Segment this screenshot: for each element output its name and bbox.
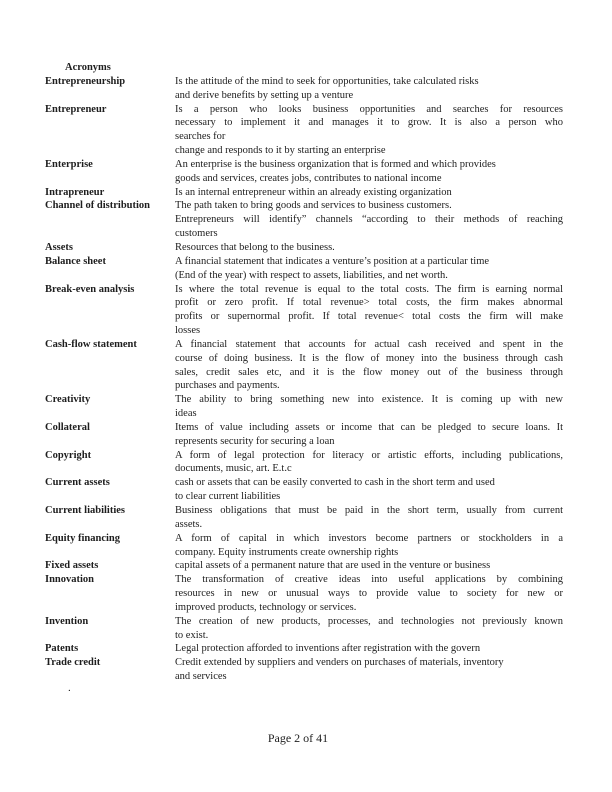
glossary-row [45,656,567,684]
term-label: Equity financing [45,532,120,544]
glossary-row [45,255,567,283]
page-number: Page 2 of 41 [267,731,329,745]
term-label: Trade credit [45,657,101,669]
definition [175,573,563,615]
definition-line: customers [175,228,218,240]
definition-line: A financial statement that accounts for actual cash received and spent in the [175,338,563,350]
definition [175,393,563,421]
glossary-row [45,421,567,449]
term-label: Creativity [45,394,91,406]
term-label: Channel of distribution [45,200,151,212]
definition-line: Is a person who looks business opportunities and searches for resources [175,103,563,115]
definition [175,656,563,684]
definition [175,338,563,393]
definition-line: and services [175,671,227,683]
term-label: Break-even analysis [45,283,135,295]
definition [175,476,563,504]
definition-line: capital assets of a permanent nature that are used in the venture or business [175,560,491,572]
glossary-row [45,103,567,158]
definition-line: searches for [175,131,226,143]
glossary-row [45,199,567,241]
definition [175,255,563,283]
definition-line: A form of capital in which investors become partners or stockholders in a [175,532,563,544]
definition-line: profits or supernormal profit. If total revenue< total costs the firm will make [175,311,563,323]
definition-line: goods and services, creates jobs, contributes to national income [175,172,442,184]
definition-line: Legal protection afforded to inventions after registration with the govern [175,643,481,655]
definition-line: sales, credit sales etc, and it is the flow money out of the business through [175,366,563,378]
glossary-row [45,338,567,393]
definition-line: losses [175,325,201,337]
definition [175,559,563,573]
glossary-row [45,559,567,573]
glossary-row [45,393,567,421]
definition [175,186,563,200]
definition-line: Credit extended by suppliers and venders on purchases of materials, inventory [175,657,504,669]
definition-line: assets. [175,518,203,530]
definition-line: Entrepreneurs will identify” channels “according to their methods of reaching [175,214,563,226]
definition-line: course of doing business. It is the flow of money into the business through cash [175,352,563,364]
glossary-row [45,186,567,200]
term-label: Assets [45,241,73,253]
definition-line: (End of the year) with respect to assets, liabilities, and net worth. [175,269,448,281]
definition [175,532,563,560]
glossary-row [45,573,567,615]
term-label: Innovation [45,574,95,586]
definition [175,103,563,158]
term-label: Current assets [45,477,110,489]
definition-line: Business obligations that must be paid in the short term, usually from current [175,505,563,516]
definition-line: profit or zero profit. If total revenue> total costs, the firm makes abnormal [175,297,563,309]
glossary-row [45,476,567,504]
term-label: Entrepreneurship [45,75,126,87]
definition [175,615,563,643]
definition-line: to exist. [175,629,209,641]
definition [175,421,563,449]
definition [175,449,563,477]
definition-line: change and responds to it by starting an enterprise [175,145,386,157]
definition-line: Is the attitude of the mind to seek for opportunities, take calculated risks [175,75,479,87]
definition-line: and derive benefits by setting up a venture [175,89,354,101]
definition-line: Items of value including assets or income that can be pledged to secure loans. It [175,421,563,433]
term-label: Cash-flow statement [45,338,137,350]
term-label: Intrapreneur [45,186,105,198]
definition-line: A financial statement that indicates a venture’s position at a particular time [175,255,490,267]
definition [175,241,563,255]
glossary-row [45,504,567,532]
definition-line: represents security for securing a loan [175,435,335,447]
definition-line: company. Equity instruments create ownership rights [175,546,399,558]
glossary-row [45,241,567,255]
glossary-row [45,283,567,338]
term-label: Enterprise [45,158,93,170]
definition-line: The creation of new products, processes, and technologies not previously known [175,615,563,627]
term-label: Invention [45,615,89,627]
term-label: Balance sheet [45,255,106,267]
glossary-row [45,532,567,560]
definition-line: resources in new or unusual ways to provide value to society for new or [175,588,563,600]
glossary [45,75,567,684]
definition-line: A form of legal protection for literacy or artistic efforts, including publications, [175,449,563,461]
term-label: Copyright [45,449,92,461]
definition-line: The ability to bring something new into existence. It is coming up with new [175,394,563,406]
definition-line: necessary to implement it and manages it to grow. It is also a person who [175,117,563,129]
definition-line: The path taken to bring goods and services to business customers. [175,200,452,212]
stray-period: . [68,682,71,694]
definition-line: Resources that belong to the business. [175,241,335,253]
definition-line: to clear current liabilities [175,491,281,503]
definition-line: The transformation of creative ideas into useful applications by combining [175,574,563,586]
term-label: Patents [45,643,79,655]
definition-line: improved products, technology or services. [175,601,357,613]
definition-line: Is an internal entrepreneur within an already existing organization [175,186,452,198]
term-label: Collateral [45,421,90,433]
glossary-row [45,158,567,186]
term-label: Current liabilities [45,505,126,516]
term-label: Entrepreneur [45,103,107,115]
definition-line: ideas [175,408,197,420]
definition-line: An enterprise is the business organization that is formed and which provides [175,158,496,170]
definition [175,642,563,656]
definition-line: Is where the total revenue is equal to the total costs. The firm is earning normal [175,283,563,295]
acronyms-heading: Acronyms [65,62,111,73]
glossary-row [45,615,567,643]
definition-line: purchases and payments. [175,380,280,392]
definition [175,75,563,103]
page-content [45,61,567,684]
definition [175,199,563,241]
definition-line: documents, music, art. E.t.c [175,463,292,475]
term-label: Fixed assets [45,560,99,572]
definition [175,504,563,532]
glossary-row [45,642,567,656]
definition-line: cash or assets that can be easily converted to cash in the short term and used [175,477,495,489]
glossary-row [45,449,567,477]
glossary-row [45,75,567,103]
definition [175,283,563,338]
definition [175,158,563,186]
